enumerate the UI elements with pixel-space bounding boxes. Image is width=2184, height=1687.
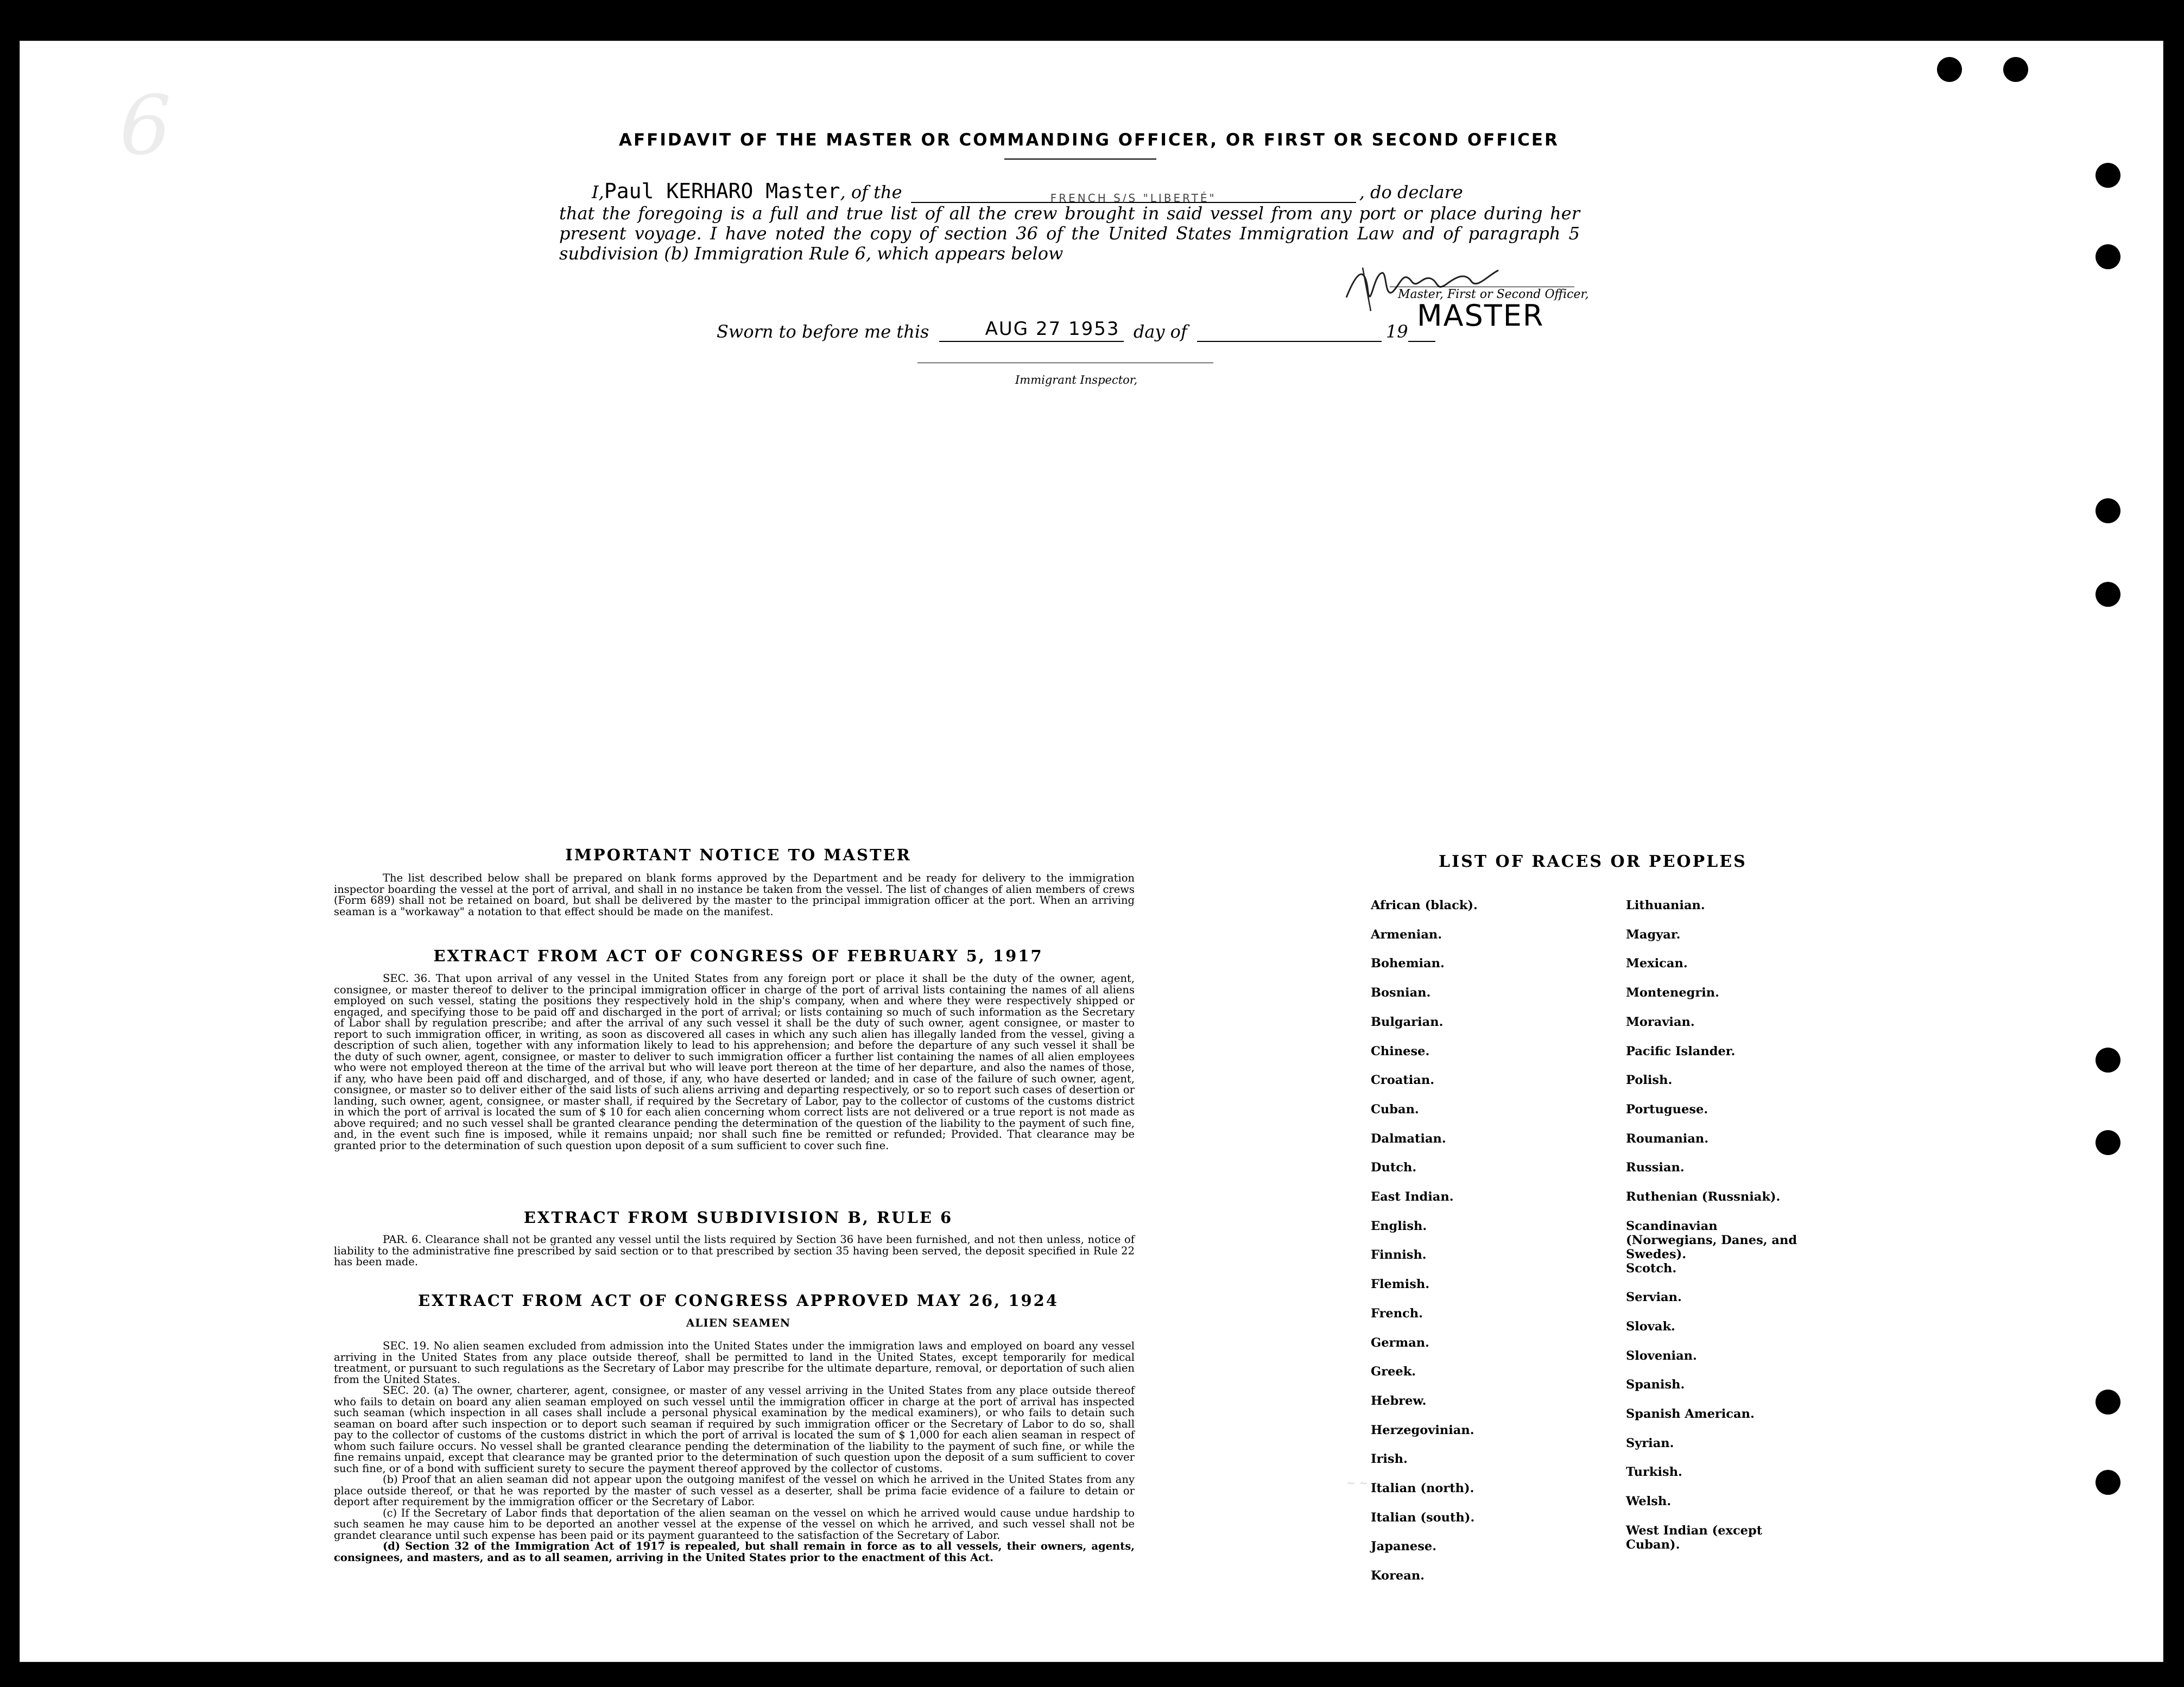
race-item: Korean. <box>1371 1569 1425 1583</box>
affidavit-body: that the foregoing is a full and true list of all the crew brought in said vessel from any port or place during her present voyage. I have noted the copy of section 36 of the United States Immigration Law and of paragraph 5 subdivision (b) Immigration Rule 6, which appears below <box>559 203 1580 264</box>
master-stamp: MASTER <box>1417 299 1544 333</box>
race-item: Magyar. <box>1626 927 1681 942</box>
race-item: Polish. <box>1626 1073 1673 1088</box>
scan-border-right <box>2163 0 2184 1687</box>
punch-hole <box>2096 582 2120 607</box>
inspector-label: Immigrant Inspector, <box>1015 373 1138 386</box>
race-item: Greek. <box>1371 1365 1416 1379</box>
race-item: East Indian. <box>1371 1190 1454 1204</box>
day-of-label: day of <box>1133 321 1187 342</box>
race-item: Lithuanian. <box>1626 898 1705 912</box>
do-declare-label: , do declare <box>1359 182 1463 202</box>
race-item: Servian. <box>1626 1290 1682 1305</box>
section-20c-paragraph: (c) If the Secretary of Labor finds that deportation of the alien seaman on the vessel on which he arrived would cause undue hardship to such seamen he may cause him to be deported an another vessel at the expense of the vessel on which he arrived, and such vessel shall not be grandet clearance until such expense has been paid or its payment guaranteed to the satisfaction of the Secretary of Labor. <box>334 1506 1135 1542</box>
race-item: Spanish. <box>1626 1378 1685 1392</box>
punch-hole <box>2096 1390 2120 1415</box>
race-item: Bohemian. <box>1371 956 1445 971</box>
race-item: Scandinavian (Norwegians, Danes, and Swedes). <box>1626 1219 1797 1261</box>
extract-1924-title: EXTRACT FROM ACT OF CONGRESS APPROVED MAY 26, 1924 <box>417 1291 1059 1310</box>
race-item: English. <box>1371 1219 1427 1233</box>
race-item: French. <box>1371 1306 1423 1321</box>
race-item: Bosnian. <box>1371 986 1431 1000</box>
scan-border-left <box>0 0 20 1687</box>
section-20d-paragraph: (d) Section 32 of the Immigration Act of 1917 is repealed, but shall remain in force as to all vessels, their owners, agents, consignees, and masters, and as to all seamen, arriving in the United States prior to the enactment of this Act. <box>334 1540 1135 1564</box>
vessel-field <box>911 185 1356 203</box>
affidavit-prefix: I, <box>592 182 604 202</box>
race-item: Hebrew. <box>1371 1393 1427 1408</box>
race-item: Croatian. <box>1371 1073 1435 1088</box>
race-item: Turkish. <box>1626 1465 1682 1480</box>
punch-hole <box>2096 1470 2120 1495</box>
race-item: Bulgarian. <box>1371 1014 1444 1029</box>
race-item: Portuguese. <box>1626 1102 1708 1117</box>
signature-caption: Master, First or Second Officer, <box>1398 288 1589 301</box>
race-item: Italian (south). <box>1371 1510 1475 1525</box>
year-field <box>1408 320 1435 342</box>
races-list-title: LIST OF RACES OR PEOPLES <box>1439 852 1747 871</box>
race-item: West Indian (except Cuban). <box>1626 1523 1763 1552</box>
affidavit-first-line <box>592 179 1463 203</box>
section-36-paragraph: SEC. 36. That upon arrival of any vessel in the United States from any foreign port or place it shall be the duty of the owner, agent, consignee, or master thereof to deliver to the principal immigration officer in charge of the port of arrival lists containing the names of all aliens employed on such vessel, stating the positions they respectively hold in the ship's company, when and where they were respectively shipped or engaged, and specifying those to be paid off and discharged in the port of arrival; or lists containing so much of such information as the Secretary of Labor shall by regulation prescribe; and after the arrival of any such vessel it shall be the duty of such owner, agent consignee, or master to report to such immigration officer, in writing, as soon as discovered all cases in which any such alien has illegally landed from the vessel, giving a description of such alien, together with any information likely to lead to his apprehension; and before the departure of any such vessel it shall be the duty of such owner, agent, consignee, or master to deliver to such immigration officer a further list containing the names of all alien employees who were not employed thereon at the time of the arrival but who will leave port thereon at the time of her departure, and also the names of those, if any, who have been paid off and discharged, and of those, if any, who have deserted or landed; and in case of the failure of such owner, agent, consignee, or master so to deliver either of the said lists of such aliens arriving and departing respectively, or so to report such cases of desertion or landing, such owner, agent, consignee, or master shall, if required by the Secretary of Labor, pay to the collector of customs of the customs district in which the port of arrival is located the sum of $ 10 for each alien concerning whom correct lists are not delivered or a true report is not made as above required; and no such vessel shall be granted clearance pending the determination of the question of the liability to the payment of such fine, and, in the event such fine is imposed, while it remains unpaid; nor shall such fine be remitted or refunded; Provided. That clearance may be granted prior to the determination of such question upon deposit of a sum sufficient to cover such fine. <box>334 972 1135 1152</box>
extract-1917-text <box>334 973 1135 1151</box>
race-item: Armenian. <box>1371 927 1442 942</box>
race-item: Cuban. <box>1371 1102 1419 1117</box>
punch-hole <box>2096 498 2120 523</box>
month-field <box>1197 320 1382 342</box>
paragraph-6: PAR. 6. Clearance shall not be granted any vessel until the lists required by Section 36 have been furnished, and not then unless, notice of liability to the administrative fine prescribed by said section or to that prescribed by section 35 having been served, the deposit specified in Rule 22 has been made. <box>334 1233 1135 1268</box>
race-item: German. <box>1371 1335 1429 1350</box>
race-item: Japanese. <box>1371 1539 1437 1554</box>
notice-text <box>334 873 1135 917</box>
punch-hole <box>2003 57 2028 82</box>
section-19-paragraph: SEC. 19. No alien seamen excluded from admission into the United States under the immigration laws and employed on board any vessel arriving in the United States from any place outside thereof, shall be permitted to land in the United States, except temporarily for medical treatment, or pursuant to such regulations as the Secretary of Labor may prescribe for the ultimate departure, removal, or deportation of such alien from the United States. <box>334 1340 1135 1386</box>
race-item: African (black). <box>1371 898 1478 912</box>
bleed-through-mark: 6 <box>119 79 172 173</box>
race-item: Pacific Islander. <box>1626 1044 1736 1058</box>
extract-rule6-title: EXTRACT FROM SUBDIVISION B, RULE 6 <box>523 1208 953 1227</box>
race-item: Spanish American. <box>1626 1407 1755 1422</box>
race-item: Irish. <box>1371 1452 1408 1467</box>
scan-border-bottom <box>0 1662 2184 1687</box>
race-item: Finnish. <box>1371 1248 1427 1263</box>
title-underline <box>1004 158 1156 160</box>
notice-paragraph: The list described below shall be prepared on blank forms approved by the Department and be ready for delivery to the immigration inspector boarding the vessel at the port of arrival, and shall in no instance be taken from the vessel. The list of changes of alien members of crews (Form 689) shall not be retained on board, but shall be delivered by the master to the principal immigration officer at the port. When an arriving seaman is a "workaway" a notation to that effect should be made on the manifest. <box>334 872 1135 918</box>
race-item: Roumanian. <box>1626 1131 1709 1146</box>
vessel-name: FRENCH S/S "LIBERTÉ" <box>1050 192 1217 205</box>
race-item: Slovak. <box>1626 1319 1675 1334</box>
punch-hole <box>2096 1048 2120 1073</box>
race-item: Syrian. <box>1626 1436 1674 1450</box>
race-item: Montenegrin. <box>1626 986 1719 1000</box>
race-item: Dutch. <box>1371 1160 1417 1175</box>
race-item: Chinese. <box>1371 1044 1430 1058</box>
bleed-through-mark: ~ ~ ~ <box>1346 1476 1381 1489</box>
punch-hole <box>2096 163 2120 188</box>
race-item: Scotch. <box>1626 1261 1677 1276</box>
of-the-label: , of the <box>840 182 902 202</box>
alien-seamen-subtitle: ALIEN SEAMEN <box>686 1316 791 1329</box>
master-name: Paul KERHARO Master <box>604 179 840 203</box>
race-item: Moravian. <box>1626 1014 1695 1029</box>
race-item: Italian (north). <box>1371 1481 1474 1495</box>
extract-1924-text <box>334 1341 1135 1563</box>
sworn-line <box>717 320 1435 342</box>
year-prefix: 19 <box>1385 321 1408 342</box>
extract-rule6-text <box>334 1234 1135 1268</box>
extract-1917-title: EXTRACT FROM ACT OF CONGRESS OF FEBRUARY 5, 1917 <box>433 947 1043 965</box>
race-item: Dalmatian. <box>1371 1131 1446 1146</box>
punch-hole <box>1937 57 1962 82</box>
sworn-label: Sworn to before me this <box>717 321 929 342</box>
race-item: Russian. <box>1626 1160 1685 1175</box>
sworn-date-field <box>939 320 1124 342</box>
scan-border-top <box>0 0 2184 41</box>
race-item: Slovenian. <box>1626 1348 1697 1363</box>
notice-title: IMPORTANT NOTICE TO MASTER <box>565 846 911 864</box>
sworn-date-stamp: AUG 27 1953 <box>985 318 1120 340</box>
punch-hole <box>2096 244 2120 269</box>
race-item: Welsh. <box>1626 1494 1672 1509</box>
section-20b-paragraph: (b) Proof that an alien seaman did not appear upon the outgoing manifest of the vessel on which he arrived in the United States from any place outside thereof, or that he was reported by the master of such vessel as a deserter, shall be prima facie evidence of a failure to detain or deport after requirement by the immigration officer or the Secretary of Labor. <box>334 1473 1135 1508</box>
section-20a-paragraph: SEC. 20. (a) The owner, charterer, agent, consignee, or master of any vessel arriving in the United States from any place outside thereof who fails to detain on board any alien seaman employed on such vessel until the immigration officer in charge at the port of arrival has inspected such seaman (which inspection in all cases shall include a personal physical examination by the medical examiners), or who fails to detain such seaman on board after such inspection or to deport such seaman if required by such immigration officer or the Secretary of Labor to do so, shall pay to the collector of customs of the customs district in which the port of arrival is located the sum of $ 1,000 for each alien seaman in respect of whom such failure occurs. No vessel shall be granted clearance pending the determination of the liability to the payment of such fine, or while the fine remains unpaid, except that clearance may be granted prior to the determination of such question upon the deposit of a sum sufficient to cover such fine, or of a bond with sufficient surety to secure the payment thereof approved by the collector of customs. <box>334 1384 1135 1475</box>
race-item: Mexican. <box>1626 956 1688 971</box>
race-item: Herzegovinian. <box>1371 1423 1474 1437</box>
race-item: Ruthenian (Russniak). <box>1626 1190 1781 1204</box>
race-item: Flemish. <box>1371 1277 1430 1292</box>
punch-hole <box>2096 1130 2120 1155</box>
affidavit-title: AFFIDAVIT OF THE MASTER OR COMMANDING OFFICER, OR FIRST OR SECOND OFFICER <box>619 130 1559 150</box>
